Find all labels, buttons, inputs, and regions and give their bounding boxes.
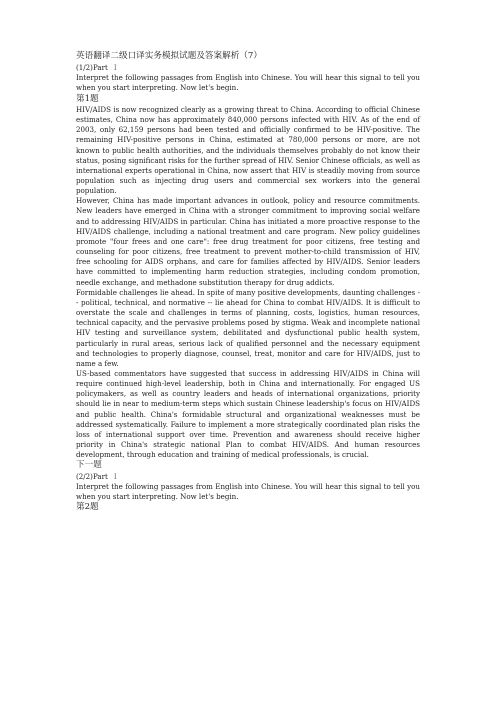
question-label-1: 第1题 [76, 93, 99, 104]
passage-paragraph-1: HIV/AIDS is now recognized clearly as a growing threat to China. According to official Chinese estimates, China now has approximately 840,000 persons infected with HIV. As of the end of 2003, only 62,159 persons had been tested and officially confirmed to be HIV-positive. The remaining HIV-positive persons in China, estimated at 780,000 persons or more, are not known to public health authorities, and the individuals themselves probably do not know their status, posing significant risks for the further spread of HIV. Senior Chinese officials, as well as international experts operational in China, now assert that HIV is steadily moving from source population such as injecting drug users and commercial sex workers into the general population. [76, 104, 420, 196]
part-numeral-icon: Ⅰ [113, 472, 117, 481]
passage-paragraph-4: US-based commentators have suggested that success in addressing HIV/AIDS in China will require continued high-level leadership, both in China and internationally. For engaged US policymakers, as well as country leaders and heads of international organizations, priority should lie in near to medium-term steps which sustain Chinese leadership's focus on HIV/AIDS and public health. China's formidable structural and organizational weaknesses must be addressed systematically. Failure to implement a more strategically coordinated plan risks the loss of international support over time. Prevention and awareness should receive higher priority in China's strategic national Plan to combat HIV/AIDS. And human resources development, through education and training of medical professionals, is crucial. [76, 368, 420, 460]
passage-paragraph-3: Formidable challenges lie ahead. In spite of many positive developments, daunting challenges -- political, technical, and normative -- lie ahead for China to combat HIV/AIDS. It is difficult to overstate the scale and challenges in terms of planning, costs, logistics, human resources, technical capacity, and the pervasive problems posed by stigma. Weak and incomplete national HIV testing and surveillance system, debilitated and dysfunctional public health system, particularly in rural areas, serious lack of qualified personnel and the necessary equipment and technologies to properly diagnose, counsel, treat, monitor and care for HIV/AIDS, just to name a few. [76, 287, 420, 368]
passage-paragraph-2: However, China has made important advances in outlook, policy and resource commitments. New leaders have emerged in China with a stronger commitment to improving social welfare and to addressing HIV/AIDS in particular. China has initiated a more proactive response to the HIV/AIDS challenge, including a national treatment and care program. New policy guidelines promote "four frees and one care": free drug treatment for poor citizens, free testing and counseling for poor citizens, free treatment to prevent mother-to-child transmission of HIV, free schooling for AIDS orphans, and care for families affected by HIV/AIDS. Senior leaders have committed to implementing harm reduction strategies, including condom promotion, needle exchange, and methadone substitution therapy for drug addicts. [76, 196, 420, 287]
part-numeral-icon: Ⅰ [113, 64, 117, 72]
part-label: (2/2)Part [76, 471, 108, 481]
next-question-link[interactable]: 下一题 [76, 460, 102, 471]
part-header-2 [76, 472, 420, 482]
part-header-1 [76, 63, 420, 73]
instruction-text-2: Interpret the following passages from English into Chinese. You will hear this signal to tell you when you start interpreting. Now let's begin. [76, 481, 420, 502]
part-label: (1/2)Part [76, 63, 108, 72]
instruction-text: Interpret the following passages from English into Chinese. You will hear this signal to tell you when you start interpreting. Now let's begin. [76, 73, 420, 93]
document-title: 英语翻译二级口译实务模拟试题及答案解析（7） [76, 51, 262, 61]
question-label-2: 第2题 [76, 502, 99, 513]
